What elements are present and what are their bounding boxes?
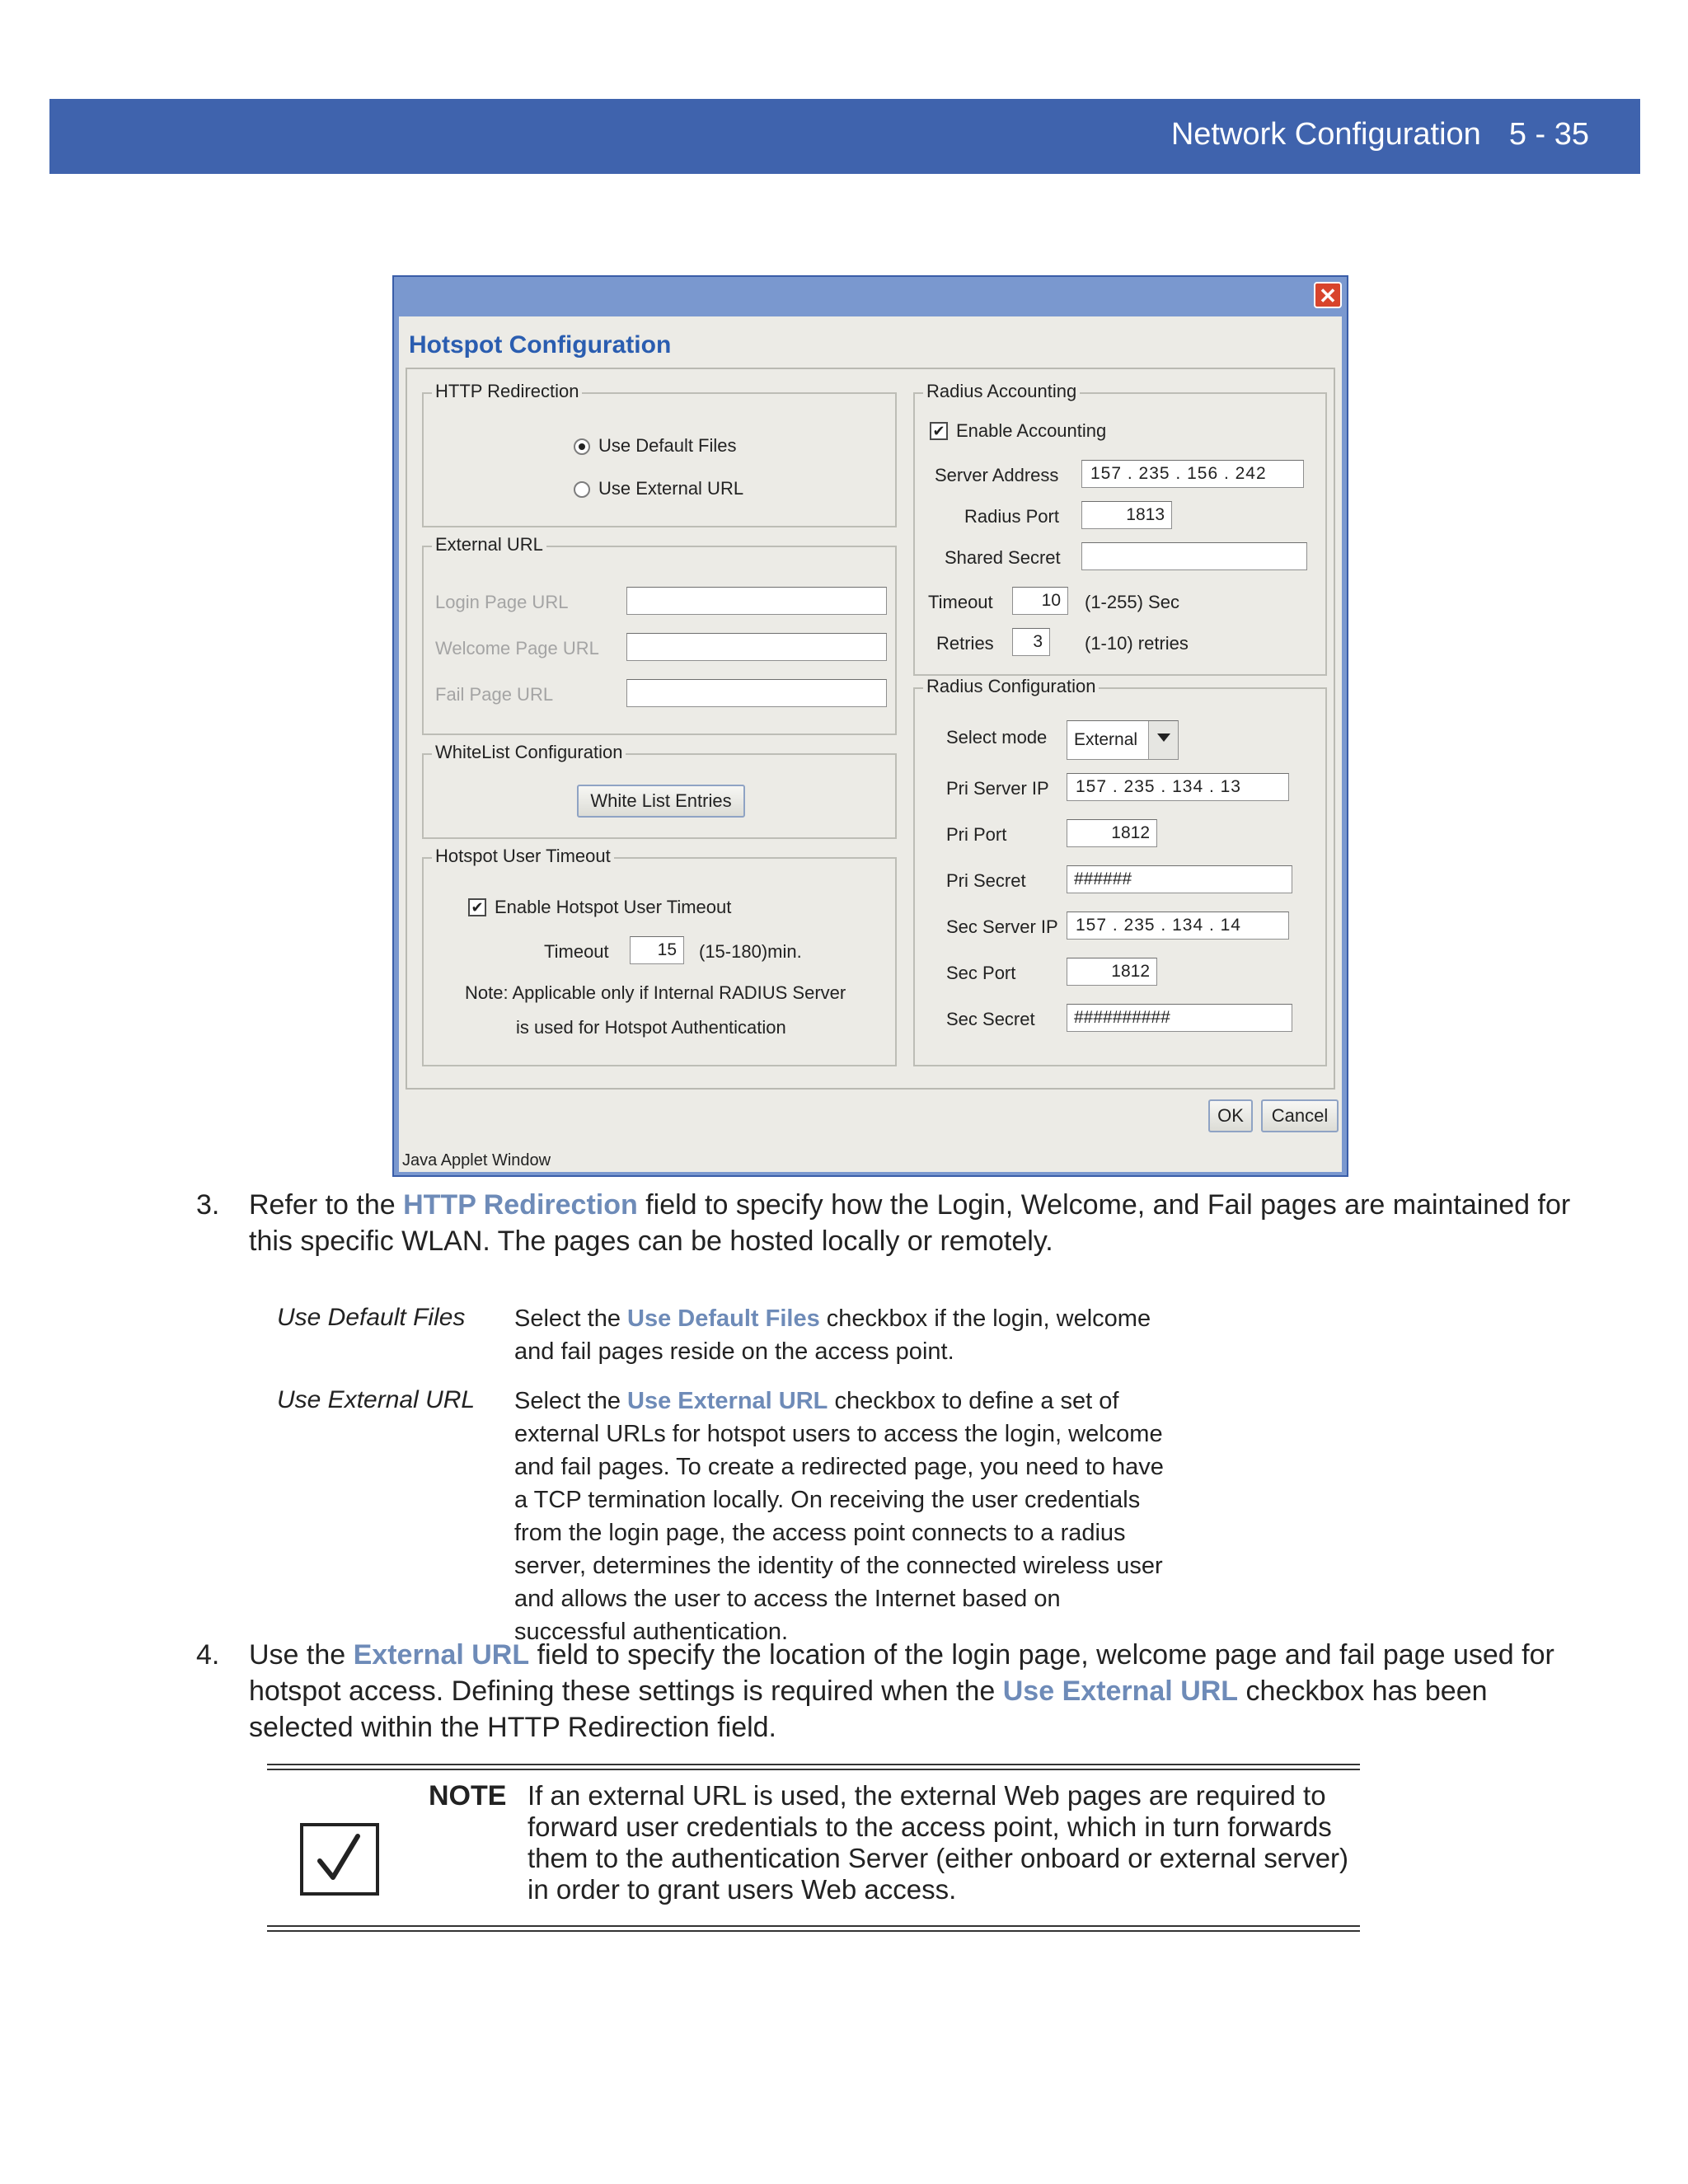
http-redirection-title: HTTP Redirection bbox=[432, 381, 582, 402]
definition-pre: Select the bbox=[514, 1388, 628, 1414]
step-4-highlight-1: External URL bbox=[353, 1639, 530, 1671]
whitelist-group bbox=[422, 742, 897, 839]
sec-secret-label: Sec Secret bbox=[946, 1009, 1035, 1029]
radius-accounting-group bbox=[913, 381, 1327, 676]
accounting-timeout-label: Timeout bbox=[928, 592, 993, 612]
user-timeout-range: (15-180)min. bbox=[699, 941, 802, 962]
page-number: 5 - 35 bbox=[1508, 117, 1589, 152]
definition-term: Use External URL bbox=[277, 1386, 476, 1413]
radius-configuration-group bbox=[913, 676, 1327, 1066]
note-rule-bottom bbox=[267, 1930, 1360, 1932]
login-page-url-label: Login Page URL bbox=[435, 592, 569, 612]
shared-secret-label: Shared Secret bbox=[945, 547, 1061, 568]
select-mode-label: Select mode bbox=[946, 727, 1048, 748]
dialog-panel bbox=[406, 368, 1335, 1090]
user-timeout-title: Hotspot User Timeout bbox=[432, 846, 614, 867]
note-text: If an external URL is used, the external Web pages are required to forward user credentials to the access point, which in turn forwards them to the authentication Server (either onboard or external server) in order to grant users Web access. bbox=[528, 1780, 1349, 1905]
server-address-input[interactable]: 157 . 235 . 156 . 242 bbox=[1081, 460, 1304, 488]
note-rule-top-inner bbox=[267, 1769, 1360, 1770]
welcome-page-url-input[interactable] bbox=[626, 633, 887, 661]
http-redirection-group bbox=[422, 381, 897, 527]
step-4-number: 4. bbox=[196, 1639, 220, 1671]
user-timeout-group bbox=[422, 846, 897, 1066]
use-external-url-label[interactable]: Use External URL bbox=[598, 478, 744, 499]
note-rule-bottom-inner bbox=[267, 1925, 1360, 1927]
ok-button[interactable]: OK bbox=[1208, 1099, 1253, 1132]
close-icon[interactable]: ✕ bbox=[1314, 282, 1342, 308]
enable-user-timeout-label[interactable]: Enable Hotspot User Timeout bbox=[495, 897, 732, 917]
step-4-highlight-2: Use External URL bbox=[1002, 1675, 1239, 1707]
step-4-post: checkbox has been selected within the HTTP Redirection field. bbox=[249, 1675, 1488, 1743]
dialog-title: Hotspot Configuration bbox=[409, 331, 672, 359]
welcome-page-url-label: Welcome Page URL bbox=[435, 638, 599, 658]
definition-pre: Select the bbox=[514, 1305, 628, 1332]
pri-secret-input[interactable]: ###### bbox=[1067, 865, 1292, 893]
select-mode-value: External bbox=[1074, 730, 1138, 749]
radius-accounting-title: Radius Accounting bbox=[923, 381, 1080, 402]
radio-use-default-files[interactable] bbox=[574, 438, 590, 455]
retries-label: Retries bbox=[936, 633, 994, 654]
pri-server-ip-input[interactable]: 157 . 235 . 134 . 13 bbox=[1067, 773, 1289, 801]
pri-port-input[interactable]: 1812 bbox=[1067, 819, 1157, 847]
step-4-pre: Use the bbox=[249, 1639, 354, 1671]
radius-port-input[interactable]: 1813 bbox=[1081, 501, 1172, 529]
step-3-number: 3. bbox=[196, 1189, 220, 1221]
section-title: Network Configuration bbox=[1170, 117, 1481, 152]
retries-range: (1-10) retries bbox=[1085, 633, 1189, 654]
step-3-highlight: HTTP Redirection bbox=[403, 1189, 638, 1221]
cancel-button[interactable]: Cancel bbox=[1261, 1099, 1339, 1132]
external-url-title: External URL bbox=[432, 534, 546, 555]
enable-user-timeout-checkbox[interactable]: ✔ bbox=[468, 898, 486, 916]
sec-server-ip-input[interactable]: 157 . 235 . 134 . 14 bbox=[1067, 912, 1289, 940]
radius-configuration-title: Radius Configuration bbox=[923, 676, 1099, 697]
step-3-text bbox=[249, 1187, 1597, 1259]
select-mode-dropdown[interactable] bbox=[1067, 720, 1179, 760]
definition-highlight: Use External URL bbox=[627, 1388, 828, 1414]
radius-port-label: Radius Port bbox=[964, 506, 1059, 527]
pri-secret-label: Pri Secret bbox=[946, 870, 1026, 891]
server-address-label: Server Address bbox=[935, 465, 1059, 485]
accounting-timeout-range: (1-255) Sec bbox=[1085, 592, 1179, 612]
enable-accounting-label[interactable]: Enable Accounting bbox=[956, 420, 1107, 441]
user-timeout-input[interactable]: 15 bbox=[630, 936, 684, 964]
enable-accounting-checkbox[interactable]: ✔ bbox=[930, 422, 948, 440]
checkmark-icon bbox=[300, 1823, 379, 1896]
user-timeout-note-line2: is used for Hotspot Authentication bbox=[516, 1017, 786, 1038]
fail-page-url-label: Fail Page URL bbox=[435, 684, 554, 705]
applet-label: Java Applet Window bbox=[402, 1151, 551, 1169]
sec-port-label: Sec Port bbox=[946, 963, 1016, 983]
hotspot-config-window bbox=[392, 275, 1348, 1177]
retries-input[interactable]: 3 bbox=[1012, 628, 1050, 656]
step-3-post: field to specify how the Login, Welcome, and Fail pages are maintained for this specific WLAN. The pages can be hosted locally or remotely. bbox=[249, 1189, 1571, 1257]
radio-use-external-url[interactable] bbox=[574, 481, 590, 498]
fail-page-url-input[interactable] bbox=[626, 679, 887, 707]
definition-term: Use Default Files bbox=[277, 1304, 466, 1331]
window-body bbox=[399, 316, 1342, 1172]
definition-description bbox=[514, 1302, 1174, 1368]
use-default-files-label[interactable]: Use Default Files bbox=[598, 435, 737, 456]
header-text bbox=[1171, 117, 1589, 152]
dialog-footer bbox=[399, 1091, 1342, 1141]
white-list-entries-button[interactable]: White List Entries bbox=[577, 785, 745, 818]
sec-secret-input[interactable]: ########## bbox=[1067, 1004, 1292, 1032]
external-url-group bbox=[422, 534, 897, 735]
step-3-pre: Refer to the bbox=[249, 1189, 404, 1221]
login-page-url-input[interactable] bbox=[626, 587, 887, 615]
pri-port-label: Pri Port bbox=[946, 824, 1007, 845]
user-timeout-label: Timeout bbox=[544, 941, 609, 962]
definition-post: checkbox to define a set of external URLs for hotspot users to access the login, welcome and fail pages. To create a redirected page, you need to have a TCP termination locally. On receiving the user credentials from the login page, the access point connects to a radius server, determines the identity of the connected wireless user and allows the user to access the Internet based on successful authentication. bbox=[514, 1388, 1164, 1645]
shared-secret-input[interactable] bbox=[1081, 542, 1307, 570]
sec-port-input[interactable]: 1812 bbox=[1067, 958, 1157, 986]
user-timeout-note-line1: Note: Applicable only if Internal RADIUS Server bbox=[465, 982, 846, 1003]
step-4-mid: field to specify the location of the login page, welcome page and fail page used for hotspot access. Defining these settings is required when the bbox=[249, 1639, 1554, 1707]
definition-post: checkbox if the login, welcome and fail pages reside on the access point. bbox=[514, 1305, 1151, 1365]
sec-server-ip-label: Sec Server IP bbox=[946, 916, 1058, 937]
checkmark-icon-svg bbox=[303, 1826, 376, 1892]
definition-highlight: Use Default Files bbox=[627, 1305, 820, 1332]
pri-server-ip-label: Pri Server IP bbox=[946, 778, 1049, 799]
step-4-text bbox=[249, 1637, 1597, 1746]
whitelist-title: WhiteList Configuration bbox=[432, 742, 626, 763]
definition-description bbox=[514, 1385, 1174, 1648]
accounting-timeout-input[interactable]: 10 bbox=[1012, 587, 1068, 615]
note-rule-top bbox=[267, 1764, 1360, 1765]
chevron-down-icon[interactable] bbox=[1148, 721, 1178, 759]
page-header bbox=[49, 99, 1640, 174]
note-label: NOTE bbox=[429, 1780, 507, 1811]
